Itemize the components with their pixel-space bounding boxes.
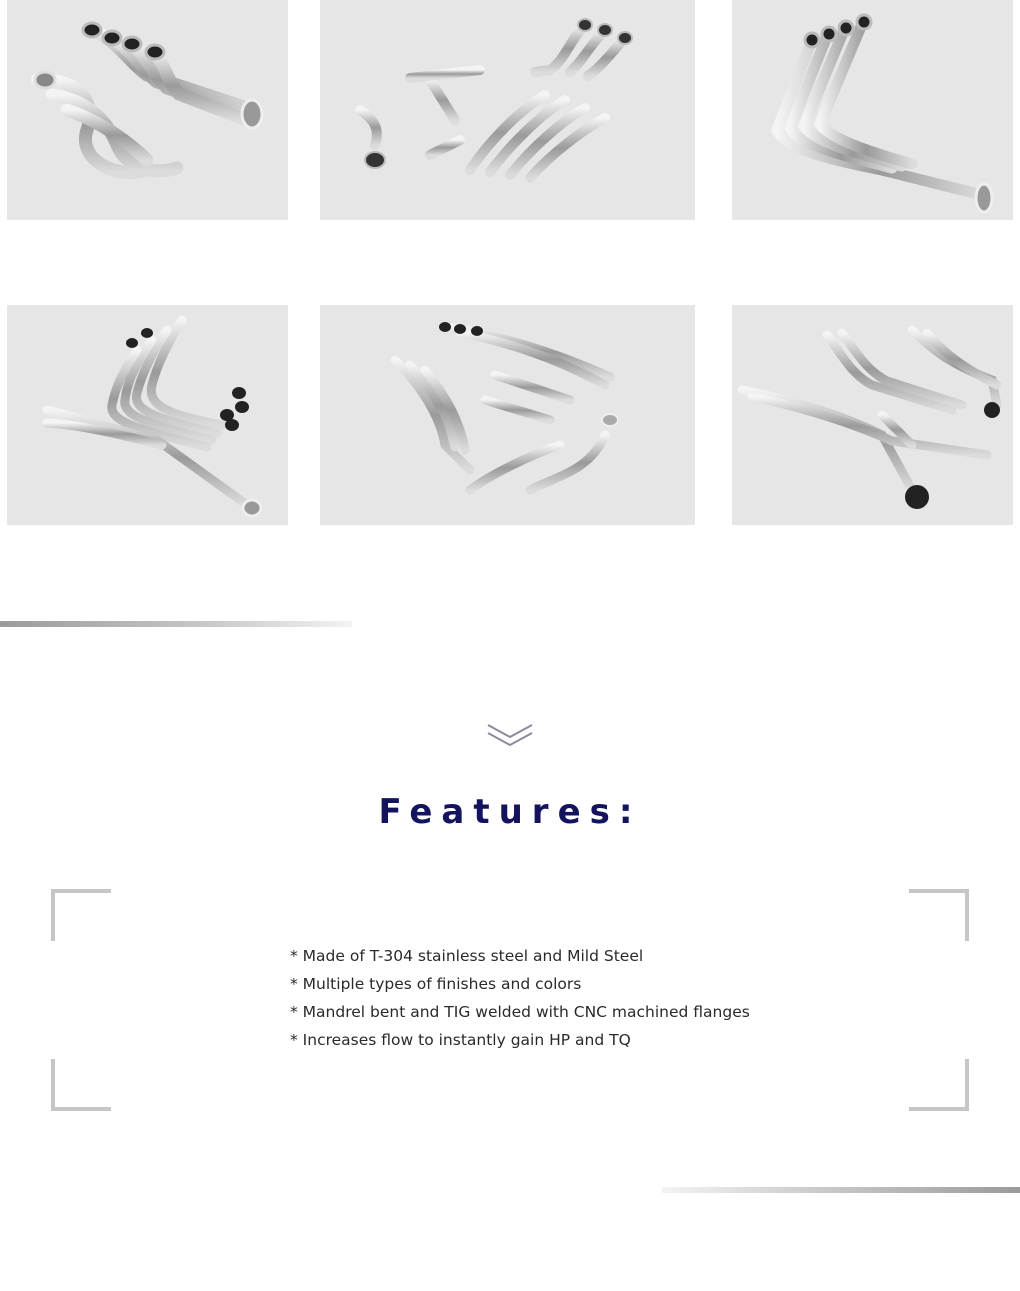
frame-corner-bottom-right <box>909 1059 969 1111</box>
product-image-2 <box>320 0 695 220</box>
exhaust-header-kit-illustration <box>320 0 695 220</box>
feature-item: * Made of T-304 stainless steel and Mild Steel <box>290 947 644 965</box>
frame-corner-top-left <box>51 889 111 941</box>
feature-item: * Multiple types of finishes and colors <box>290 975 582 993</box>
product-image-3 <box>732 0 1013 220</box>
product-image-5 <box>320 305 695 525</box>
header-with-y-pipe-illustration <box>7 305 288 525</box>
exhaust-header-illustration <box>7 0 288 220</box>
feature-item: * Increases flow to instantly gain HP and TQ <box>290 1031 631 1049</box>
section-divider-right <box>662 1187 1020 1193</box>
section-divider-left <box>0 621 352 627</box>
product-image-6 <box>732 305 1013 525</box>
long-tube-header-illustration <box>732 0 1013 220</box>
product-image-1 <box>7 0 288 220</box>
frame-corner-bottom-left <box>51 1059 111 1111</box>
feature-item: * Mandrel bent and TIG welded with CNC machined flanges <box>290 1003 750 1021</box>
frame-corner-top-right <box>909 889 969 941</box>
product-image-4 <box>7 305 288 525</box>
features-list <box>290 942 750 1054</box>
features-title: Features: <box>378 792 642 832</box>
header-kit-with-cats-illustration <box>320 305 695 525</box>
header-with-x-pipe-illustration <box>732 305 1013 525</box>
double-chevron-down-icon <box>486 722 534 748</box>
